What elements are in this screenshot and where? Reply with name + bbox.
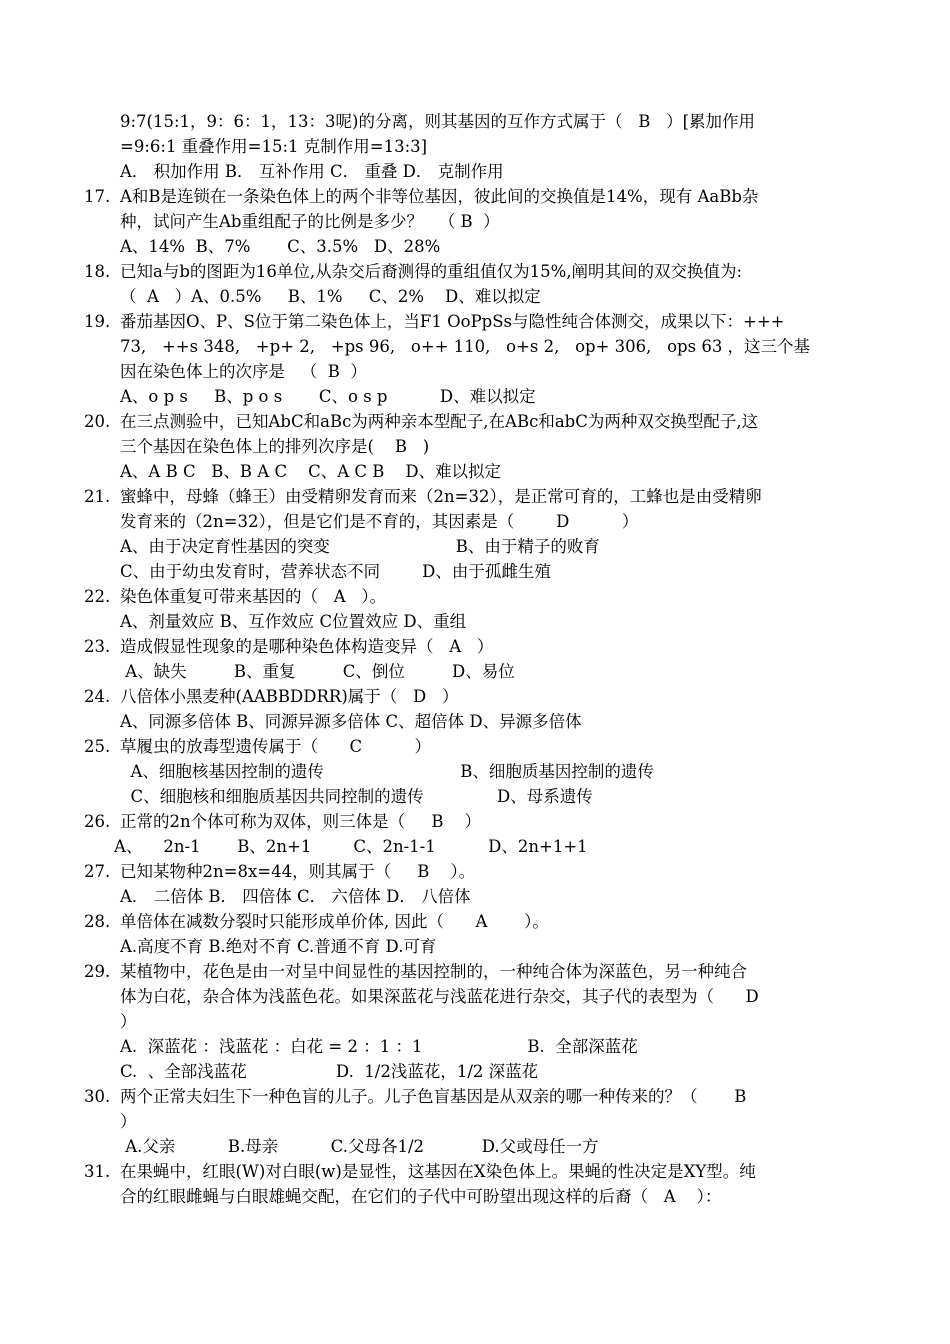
text-line: C、由于幼虫发育时，营养状态不同 D、由于孤雌生殖 [120,562,551,581]
text-line: 八倍体小黑麦种(AABBDDRR)属于（ D ） [120,687,459,706]
text-line: A、剂量效应 B、互作效应 C位置效应 D、重组 [120,612,467,631]
text-line: A. 深蓝花 ：浅蓝花 ：白花 = 2 ：1 ：1 B. 全部深蓝花 [120,1037,638,1056]
text-line: 在三点测验中，已知AbC和aBc为两种亲本型配子,在ABc和abC为两种双交换型配子,这 [120,412,759,431]
question-number: 31. [84,1162,111,1181]
text-line: ） [120,1012,137,1031]
question-number: 22. [84,587,111,606]
text-line: A． 二倍体 B． 四倍体 C． 六倍体 D． 八倍体 [120,887,471,906]
text-line: 已知某物种2n=8x=44，则其属于（ B ）。 [120,862,476,881]
text-line: A、由于决定育性基因的突变 B、由于精子的败育 [120,537,600,556]
text-line: 因在染色体上的次序是 （ B ） [120,362,367,381]
text-line: 番茄基因O、P、S位于第二染色体上，当F1 OoPpSs与隐性纯合体测交，成果以下：+++ [120,312,785,331]
text-line: 草履虫的放毒型遗传属于（ C ） [120,737,432,756]
question-number: 26. [84,812,111,831]
text-line: 合的红眼雌蝇与白眼雄蝇交配，在它们的子代中可盼望出现这样的后裔（ A ）： [120,1187,722,1206]
text-line: 蜜蜂中，母蜂（蜂王）由受精卵发育而来（2n=32），是正常可育的，工蜂也是由受精卵 [120,487,762,506]
text-line: A.父亲 B.母亲 C.父母各1/2 D.父或母任一方 [120,1137,599,1156]
question-number: 17. [84,187,111,206]
question-number: 23. [84,637,111,656]
text-line: 种，试问产生Ab重组配子的比例是多少？ （ B ） [120,212,500,231]
text-line: 73, ++s 348, +p+ 2, +ps 96, o++ 110, o+s 2, op+ 306, ops 63 ，这三个基 [120,337,811,356]
text-line: 体为白花，杂合体为浅蓝色花。如果深蓝花与浅蓝花进行杂交，其子代的表型为（ D [120,987,759,1006]
text-line: A、A B C B、B A C C、A C B D、难以拟定 [120,462,502,481]
text-line: =9:6:1 重叠作用=15:1 克制作用=13:3] [120,137,428,156]
question-number: 28. [84,912,111,931]
text-line: 造成假显性现象的是哪种染色体构造变异（ A ） [120,637,494,656]
text-line: 某植物中，花色是由一对呈中间显性的基因控制的，一种纯合体为深蓝色，另一种纯合 [120,962,747,981]
text-line: A和B是连锁在一条染色体上的两个非等位基因，彼此间的交换值是14%，现有 AaBb杂 [120,187,759,206]
text-line: 在果蝇中，红眼(W)对白眼(w)是显性，这基因在X染色体上。果蝇的性决定是XY型。纯 [120,1162,756,1181]
question-number: 30. [84,1087,111,1106]
question-number: 25. [84,737,111,756]
text-line: C、细胞核和细胞质基因共同控制的遗传 D、母系遗传 [120,787,593,806]
text-line: C. 、全部浅蓝花 D. 1/2浅蓝花，1/2 深蓝花 [120,1062,539,1081]
text-line: 正常的2n个体可称为双体，则三体是（ B ） [120,812,481,831]
question-number: 20. [84,412,111,431]
question-number: 21. [84,487,111,506]
text-line: 单倍体在减数分裂时只能形成单价体, 因此（ A ）。 [120,912,549,931]
text-line: 三个基因在染色体上的排列次序是( B ) [120,437,430,456]
text-line: A.高度不育 B.绝对不育 C.普通不育 D.可育 [120,937,437,956]
text-line: 染色体重复可带来基因的（ A ）。 [120,587,387,606]
text-line: A、缺失 B、重复 C、倒位 D、易位 [120,662,515,681]
text-line: A、同源多倍体 B、同源异源多倍体 C、超倍体 D、异源多倍体 [120,712,582,731]
text-line: A、o p s B、p o s C、o s p D、难以拟定 [120,387,536,406]
question-number: 29. [84,962,111,981]
text-line: ） [120,1112,137,1131]
question-number: 27. [84,862,111,881]
question-number: 18. [84,262,111,281]
text-line: A． 积加作用 B． 互补作用 C． 重叠 D． 克制作用 [120,162,504,181]
text-line: 已知a与b的图距为16单位,从杂交后裔测得的重组值仅为15%,阐明其间的双交换值为: [120,262,743,281]
text-line: 9:7(15:1，9：6：1，13：3呢)的分离，则其基因的互作方式属于（ B ）[累加作用 [120,112,756,131]
text-line: （ A ）A、0.5% B、1% C、2% D、难以拟定 [120,287,541,306]
text-line: A、 2n-1 B、2n+1 C、2n-1-1 D、2n+1+1 [114,837,588,856]
question-number: 24. [84,687,111,706]
text-line: A、细胞核基因控制的遗传 B、细胞质基因控制的遗传 [120,762,654,781]
question-number: 19. [84,312,111,331]
text-line: A、14% B、7% C、3.5% D、28% [120,237,441,256]
text-line: 两个正常夫妇生下一种色盲的儿子。儿子色盲基因是从双亲的哪一种传来的？（ B [120,1087,747,1106]
text-line: 发育来的（2n=32），但是它们是不育的，其因素是（ D ） [120,512,639,531]
